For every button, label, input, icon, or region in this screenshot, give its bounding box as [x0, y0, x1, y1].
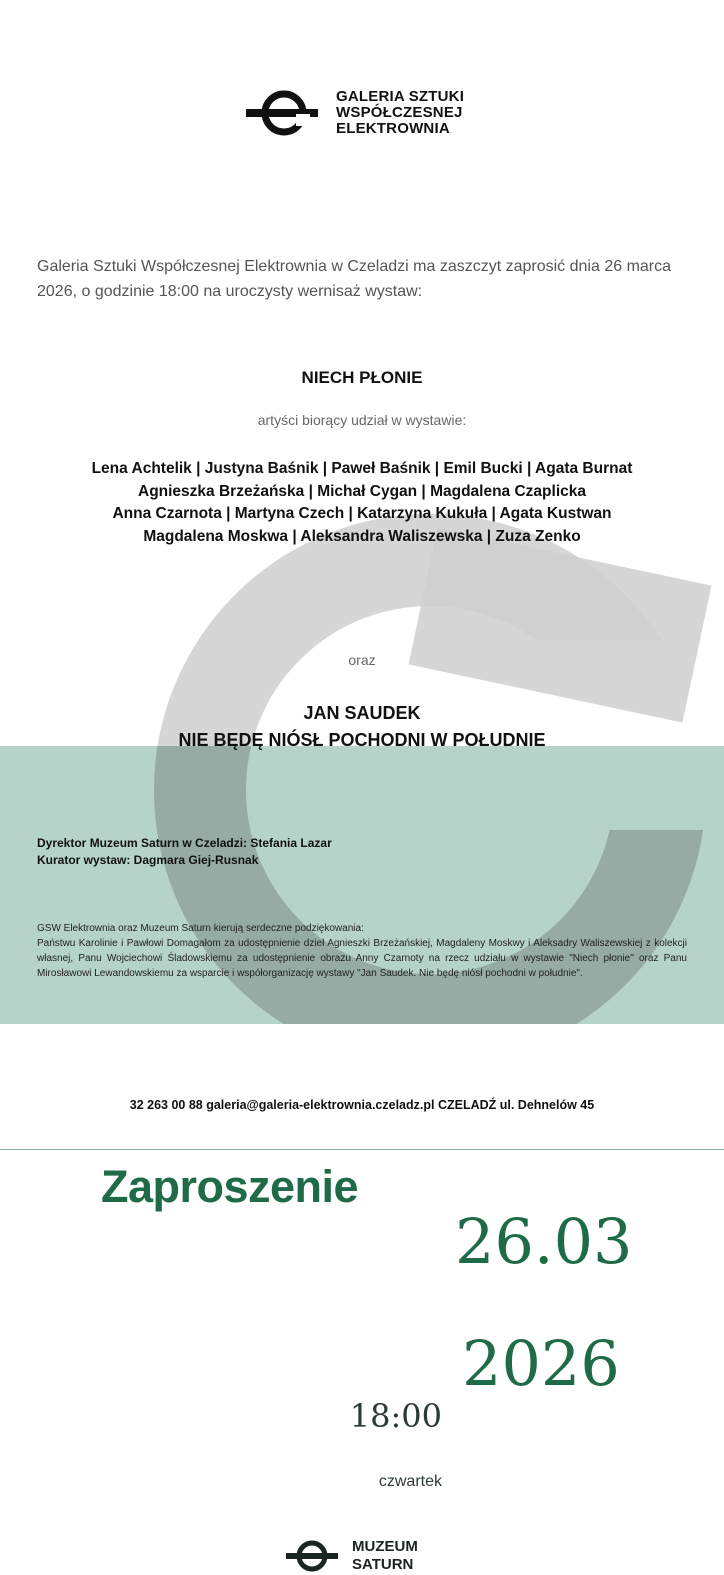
credits [37, 835, 724, 869]
artist-line: Anna Czarnota | Martyna Czech | Katarzyna Kukuła | Agata Kustwan [112, 505, 612, 522]
museum-logo-text [352, 1538, 418, 1574]
event-weekday: czwartek [378, 1473, 442, 1490]
conjunction: oraz [348, 652, 376, 668]
curator-credit: Kurator wystaw: Dagmara Giej-Rusnak [37, 853, 259, 867]
logo-line: MUZEUM [352, 1538, 418, 1555]
gallery-logo [246, 88, 724, 138]
invitation-word: Zaproszenie [101, 1161, 359, 1212]
event-date-day-month: 26.03 [455, 1205, 633, 1278]
watermark-top-bar [409, 527, 712, 722]
logo-line: GALERIA SZTUKI [336, 88, 465, 105]
artist-line: Lena Achtelik | Justyna Baśnik | Paweł Baśnik | Emil Bucki | Agata Burnat [91, 460, 633, 477]
acknowledgements-lead: GSW Elektrownia oraz Muzeum Saturn kierują serdeczne podziękowania: [37, 923, 364, 934]
exhibition-subtitle: artyści biorący udział w wystawie: [257, 412, 467, 428]
second-exhibition-artist: JAN SAUDEK [303, 703, 421, 723]
elektrownia-e-logo-icon [246, 88, 318, 138]
logo-line: SATURN [352, 1556, 414, 1573]
intro-text: Galeria Sztuki Współczesnej Elektrownia w Czeladzi ma zaszczyt zaprosić dnia 26 marca 2026, o godzinie 18:00 na uroczysty wernisaż wystaw: [37, 258, 672, 300]
gallery-logo-text [336, 89, 464, 137]
logo-line: ELEKTROWNIA [336, 120, 450, 137]
second-exhibition [0, 700, 724, 754]
acknowledgements-body: Państwu Karolinie i Pawłowi Domagałom za udostępnienie dzieł Agnieszki Brzeżańskiej, Magdaleny Moskwy i Aleksadry Waliszewskiej z kolekcji własnej, Panu Wojciechowi Śladowskiemu za udostępnienie obrazu Anny Czarnoty na rzecz udziału w wystawie "Niech płonie" oraz Panu Mirosławowi Lewandowskiemu za wsparcie i współorganizację wystawy "Jan Saudek. Nie będę niósł pochodni w południe". [37, 938, 687, 979]
museum-logo [286, 1537, 724, 1575]
director-credit: Dyrektor Muzeum Saturn w Czeladzi: Stefania Lazar [37, 836, 332, 850]
artist-list [0, 458, 724, 548]
exhibition-title: NIECH PŁONIE [301, 368, 423, 387]
second-exhibition-title: NIE BĘDĘ NIÓSŁ POCHODNI W POŁUDNIE [178, 730, 546, 750]
band-divider [0, 1149, 724, 1150]
artist-line: Magdalena Moskwa | Aleksandra Waliszewska | Zuza Zenko [143, 527, 581, 545]
logo-line: WSPÓŁCZESNEJ [336, 104, 463, 121]
event-date-year: 2026 [462, 1327, 620, 1400]
acknowledgements [37, 921, 687, 981]
contact-line: 32 263 00 88 galeria@galeria-elektrownia.czeladz.pl CZELADŹ ul. Dehnelów 45 [129, 1098, 595, 1112]
saturn-logo-icon [286, 1537, 338, 1575]
event-time: 18:00 [349, 1397, 442, 1435]
artist-line: Agnieszka Brzeżańska | Michał Cygan | Magdalena Czaplicka [138, 482, 586, 500]
